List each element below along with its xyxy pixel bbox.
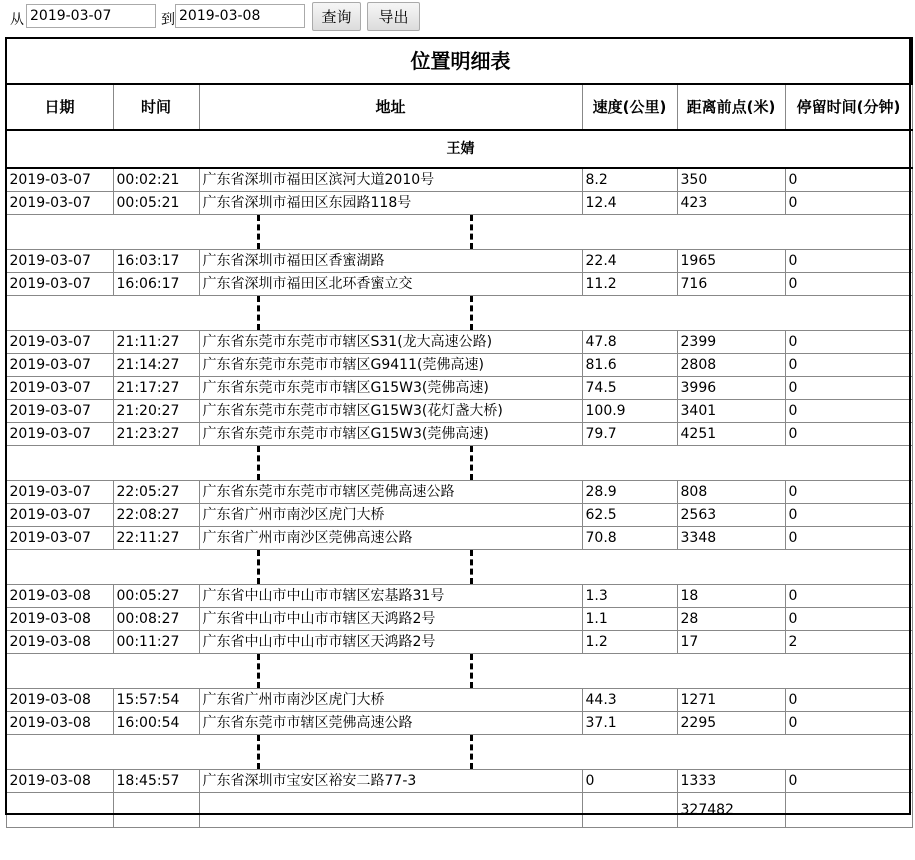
cell-stay-time: 0 (785, 770, 912, 793)
cell-speed: 0 (582, 770, 677, 793)
export-button[interactable]: 导出 (367, 2, 420, 31)
cell-stay-time: 2 (785, 631, 912, 654)
cell-stay-time: 0 (785, 354, 912, 377)
cell-address: 广东省中山市中山市市辖区天鸿路2号 (199, 608, 582, 631)
cell-distance: 3401 (677, 400, 785, 423)
table-row (6, 770, 912, 793)
cell-distance: 808 (677, 481, 785, 504)
location-detail-table (5, 37, 913, 828)
cell-address: 广东省中山市中山市市辖区宏基路31号 (199, 585, 582, 608)
cell-stay-time: 0 (785, 331, 912, 354)
end-date-input[interactable] (175, 4, 305, 28)
table-row (6, 585, 912, 608)
person-name: 王婧 (6, 130, 912, 168)
cell-stay-time: 0 (785, 250, 912, 273)
cell-speed: 11.2 (582, 273, 677, 296)
cell-distance: 3348 (677, 527, 785, 550)
col-header-stay-time: 停留时间(分钟) (785, 84, 912, 130)
cell-time: 15:57:54 (113, 689, 199, 712)
cell-time: 00:02:21 (113, 168, 199, 192)
cell-speed: 37.1 (582, 712, 677, 735)
omitted-rows-cell (6, 550, 912, 585)
omitted-rows-cell (6, 446, 912, 481)
cell-distance: 1333 (677, 770, 785, 793)
cell-distance: 28 (677, 608, 785, 631)
table-header-row (6, 84, 912, 130)
cell-distance: 17 (677, 631, 785, 654)
cell-speed: 1.1 (582, 608, 677, 631)
cell-distance: 18 (677, 585, 785, 608)
query-toolbar (0, 0, 915, 36)
cell-distance: 3996 (677, 377, 785, 400)
cell-speed: 22.4 (582, 250, 677, 273)
ellipsis-dash-left (257, 735, 260, 769)
cell-address: 广东省深圳市福田区东园路118号 (199, 192, 582, 215)
from-label: 从 (10, 12, 24, 28)
total-row (6, 793, 912, 828)
cell-distance: 1271 (677, 689, 785, 712)
table-row (6, 527, 912, 550)
total-empty-cell (6, 793, 113, 828)
omitted-rows-cell (6, 735, 912, 770)
cell-distance: 2295 (677, 712, 785, 735)
omitted-rows-cell (6, 654, 912, 689)
cell-time: 22:11:27 (113, 527, 199, 550)
cell-speed: 28.9 (582, 481, 677, 504)
table-row (6, 168, 912, 192)
cell-date: 2019-03-07 (6, 168, 113, 192)
cell-address: 广东省东莞市东莞市市辖区G15W3(莞佛高速) (199, 423, 582, 446)
cell-stay-time: 0 (785, 423, 912, 446)
cell-time: 22:05:27 (113, 481, 199, 504)
cell-distance: 2808 (677, 354, 785, 377)
cell-speed: 81.6 (582, 354, 677, 377)
cell-date: 2019-03-07 (6, 273, 113, 296)
cell-address: 广东省东莞市市辖区莞佛高速公路 (199, 712, 582, 735)
cell-date: 2019-03-07 (6, 377, 113, 400)
cell-speed: 44.3 (582, 689, 677, 712)
cell-date: 2019-03-08 (6, 631, 113, 654)
cell-distance: 350 (677, 168, 785, 192)
omitted-rows-separator (6, 550, 912, 585)
cell-stay-time: 0 (785, 400, 912, 423)
cell-stay-time: 0 (785, 608, 912, 631)
cell-time: 21:17:27 (113, 377, 199, 400)
cell-stay-time: 0 (785, 504, 912, 527)
cell-speed: 47.8 (582, 331, 677, 354)
total-empty-cell (199, 793, 582, 828)
col-header-distance: 距离前点(米) (677, 84, 785, 130)
table-row (6, 400, 912, 423)
ellipsis-dash-left (257, 296, 260, 330)
cell-address: 广东省东莞市东莞市市辖区S31(龙大高速公路) (199, 331, 582, 354)
cell-date: 2019-03-07 (6, 400, 113, 423)
cell-distance: 1965 (677, 250, 785, 273)
cell-address: 广东省深圳市宝安区裕安二路77-3 (199, 770, 582, 793)
cell-date: 2019-03-08 (6, 689, 113, 712)
table-title: 位置明细表 (6, 38, 912, 84)
cell-time: 22:08:27 (113, 504, 199, 527)
cell-time: 00:11:27 (113, 631, 199, 654)
ellipsis-dash-right (470, 446, 473, 480)
cell-address: 广东省深圳市福田区滨河大道2010号 (199, 168, 582, 192)
cell-stay-time: 0 (785, 712, 912, 735)
total-empty-cell (785, 793, 912, 828)
cell-date: 2019-03-07 (6, 250, 113, 273)
cell-speed: 100.9 (582, 400, 677, 423)
col-header-date: 日期 (6, 84, 113, 130)
cell-time: 16:06:17 (113, 273, 199, 296)
table-row (6, 689, 912, 712)
total-distance: 327482 (677, 793, 785, 828)
cell-date: 2019-03-08 (6, 608, 113, 631)
cell-date: 2019-03-07 (6, 504, 113, 527)
cell-address: 广东省深圳市福田区北环香蜜立交 (199, 273, 582, 296)
cell-stay-time: 0 (785, 527, 912, 550)
cell-stay-time: 0 (785, 273, 912, 296)
cell-speed: 1.2 (582, 631, 677, 654)
omitted-rows-separator (6, 446, 912, 481)
table-title-row (6, 38, 912, 84)
cell-date: 2019-03-07 (6, 527, 113, 550)
cell-address: 广东省广州市南沙区莞佛高速公路 (199, 527, 582, 550)
cell-time: 00:05:21 (113, 192, 199, 215)
omitted-rows-cell (6, 296, 912, 331)
cell-distance: 716 (677, 273, 785, 296)
omitted-rows-cell (6, 215, 912, 250)
cell-date: 2019-03-07 (6, 354, 113, 377)
report-container (5, 37, 911, 857)
person-group-row (6, 130, 912, 168)
cell-stay-time: 0 (785, 689, 912, 712)
cell-date: 2019-03-07 (6, 481, 113, 504)
cell-speed: 79.7 (582, 423, 677, 446)
cell-speed: 8.2 (582, 168, 677, 192)
cell-speed: 1.3 (582, 585, 677, 608)
ellipsis-dash-right (470, 296, 473, 330)
cell-speed: 74.5 (582, 377, 677, 400)
cell-stay-time: 0 (785, 168, 912, 192)
table-row (6, 273, 912, 296)
cell-date: 2019-03-08 (6, 712, 113, 735)
table-row (6, 250, 912, 273)
cell-address: 广东省东莞市东莞市市辖区莞佛高速公路 (199, 481, 582, 504)
col-header-speed: 速度(公里) (582, 84, 677, 130)
cell-date: 2019-03-07 (6, 331, 113, 354)
table-row (6, 331, 912, 354)
cell-time: 21:14:27 (113, 354, 199, 377)
query-button[interactable]: 查询 (312, 2, 361, 31)
cell-distance: 2399 (677, 331, 785, 354)
omitted-rows-separator (6, 296, 912, 331)
cell-time: 21:23:27 (113, 423, 199, 446)
col-header-address: 地址 (199, 84, 582, 130)
cell-address: 广东省中山市中山市市辖区天鸿路2号 (199, 631, 582, 654)
cell-address: 广东省东莞市东莞市市辖区G15W3(花灯盏大桥) (199, 400, 582, 423)
total-empty-cell (113, 793, 199, 828)
cell-time: 16:00:54 (113, 712, 199, 735)
cell-address: 广东省深圳市福田区香蜜湖路 (199, 250, 582, 273)
cell-time: 21:11:27 (113, 331, 199, 354)
cell-address: 广东省东莞市东莞市市辖区G15W3(莞佛高速) (199, 377, 582, 400)
table-row (6, 712, 912, 735)
cell-time: 16:03:17 (113, 250, 199, 273)
ellipsis-dash-right (470, 215, 473, 249)
cell-stay-time: 0 (785, 481, 912, 504)
cell-stay-time: 0 (785, 192, 912, 215)
cell-speed: 12.4 (582, 192, 677, 215)
ellipsis-dash-right (470, 654, 473, 688)
ellipsis-dash-right (470, 735, 473, 769)
table-row (6, 631, 912, 654)
cell-time: 00:05:27 (113, 585, 199, 608)
col-header-time: 时间 (113, 84, 199, 130)
cell-date: 2019-03-08 (6, 585, 113, 608)
omitted-rows-separator (6, 735, 912, 770)
cell-date: 2019-03-08 (6, 770, 113, 793)
cell-date: 2019-03-07 (6, 192, 113, 215)
cell-time: 18:45:57 (113, 770, 199, 793)
cell-address: 广东省广州市南沙区虎门大桥 (199, 504, 582, 527)
cell-speed: 62.5 (582, 504, 677, 527)
cell-distance: 423 (677, 192, 785, 215)
cell-distance: 4251 (677, 423, 785, 446)
cell-date: 2019-03-07 (6, 423, 113, 446)
table-row (6, 504, 912, 527)
ellipsis-dash-left (257, 215, 260, 249)
omitted-rows-separator (6, 654, 912, 689)
ellipsis-dash-left (257, 446, 260, 480)
cell-address: 广东省东莞市东莞市市辖区G9411(莞佛高速) (199, 354, 582, 377)
cell-distance: 2563 (677, 504, 785, 527)
cell-stay-time: 0 (785, 585, 912, 608)
cell-time: 00:08:27 (113, 608, 199, 631)
table-row (6, 481, 912, 504)
table-row (6, 423, 912, 446)
cell-stay-time: 0 (785, 377, 912, 400)
table-row (6, 377, 912, 400)
ellipsis-dash-left (257, 654, 260, 688)
cell-time: 21:20:27 (113, 400, 199, 423)
total-empty-cell (582, 793, 677, 828)
ellipsis-dash-right (470, 550, 473, 584)
cell-speed: 70.8 (582, 527, 677, 550)
to-label: 到 (161, 12, 175, 28)
table-row (6, 608, 912, 631)
table-row (6, 354, 912, 377)
omitted-rows-separator (6, 215, 912, 250)
table-row (6, 192, 912, 215)
cell-address: 广东省广州市南沙区虎门大桥 (199, 689, 582, 712)
start-date-input[interactable] (26, 4, 156, 28)
ellipsis-dash-left (257, 550, 260, 584)
